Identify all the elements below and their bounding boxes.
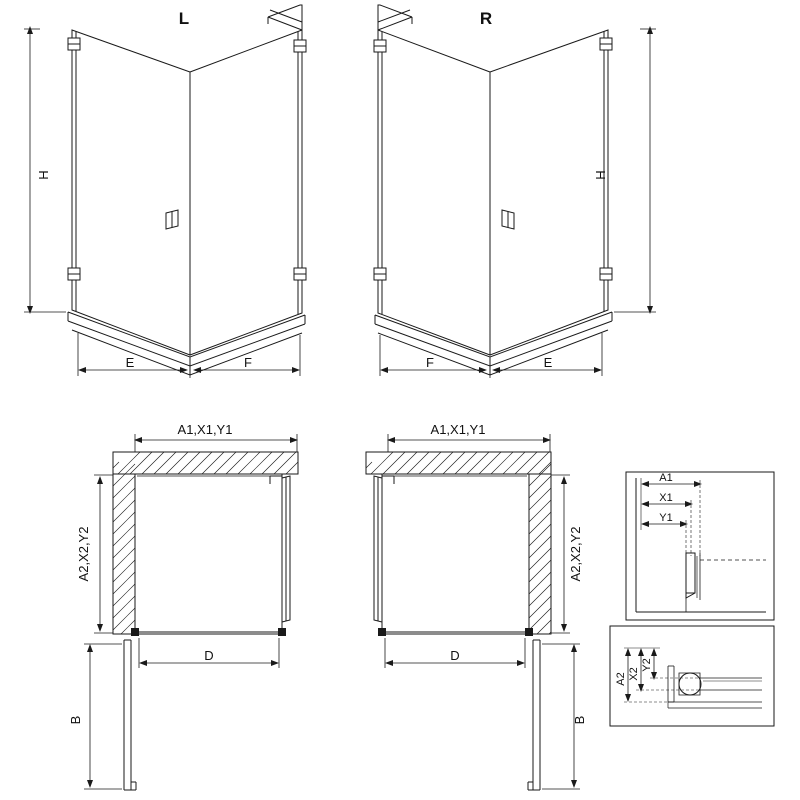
label-detail-Y1: Y1: [659, 512, 673, 524]
label-plan-left-top: A1,X1,Y1: [177, 422, 233, 437]
label-iso-left-E: E: [125, 355, 135, 370]
label-iso-right-E: E: [543, 355, 553, 370]
label-detail-X1: X1: [659, 492, 673, 504]
label-handing-left: L: [178, 9, 190, 28]
detail-view-top: [626, 472, 774, 620]
label-plan-right-B: B: [572, 715, 587, 725]
label-height-right: H: [593, 170, 608, 180]
label-height-left: H: [36, 170, 51, 180]
label-plan-right-side: A2,X2,Y2: [568, 526, 583, 582]
label-plan-left-D: D: [204, 648, 214, 663]
label-handing-right: R: [479, 9, 493, 28]
label-plan-left-side: A2,X2,Y2: [76, 526, 91, 582]
label-detail-X2: X2: [628, 667, 640, 681]
label-detail-A2: A2: [615, 672, 627, 686]
label-iso-right-F: F: [426, 355, 434, 370]
label-plan-right-D: D: [450, 648, 460, 663]
label-detail-A1: A1: [659, 472, 673, 484]
label-iso-left-F: F: [244, 355, 252, 370]
label-plan-right-top: A1,X1,Y1: [430, 422, 486, 437]
label-detail-Y2: Y2: [641, 658, 653, 672]
label-plan-left-B: B: [68, 715, 83, 725]
